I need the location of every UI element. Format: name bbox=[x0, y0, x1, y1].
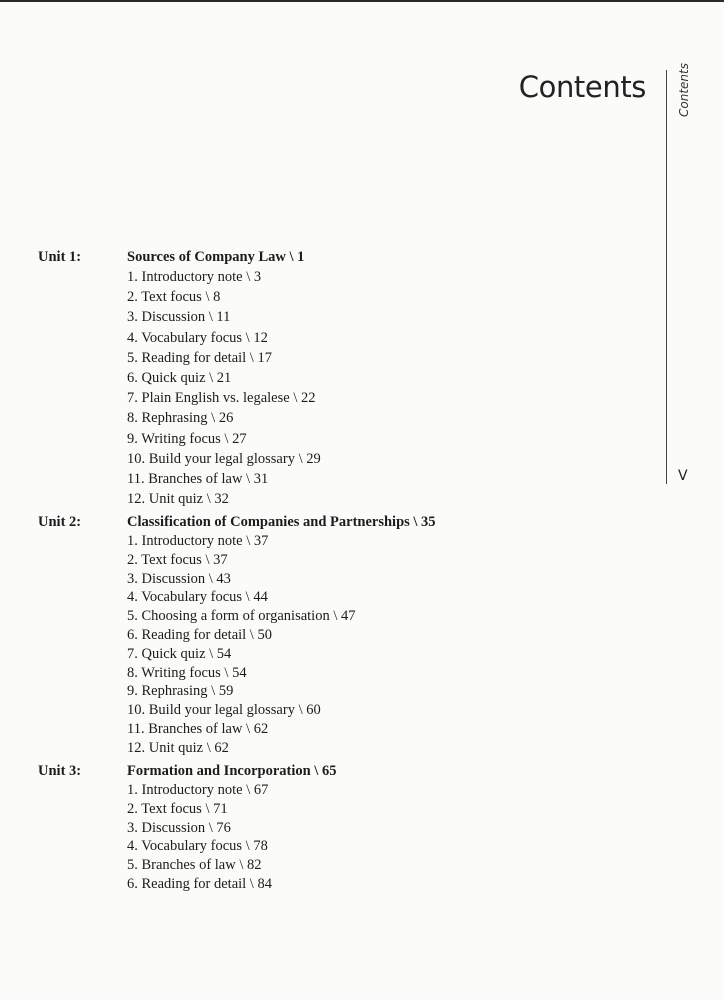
section-item: 12. Unit quiz \ 62 bbox=[127, 739, 229, 756]
side-running-header: Contents bbox=[677, 63, 691, 117]
section-item: 10. Build your legal glossary \ 60 bbox=[127, 702, 321, 719]
section-list bbox=[127, 267, 321, 509]
section-item: 5. Reading for detail \ 17 bbox=[127, 349, 272, 366]
section-item: 11. Branches of law \ 31 bbox=[127, 470, 269, 487]
section-item: 1. Introductory note \ 3 bbox=[127, 269, 262, 285]
section-item: 1. Introductory note \ 37 bbox=[127, 533, 269, 549]
section-item: 7. Plain English vs. legalese \ 22 bbox=[127, 390, 316, 407]
section-item: 7. Quick quiz \ 54 bbox=[127, 645, 232, 662]
section-item: 3. Discussion \ 43 bbox=[127, 570, 231, 587]
section-item: 6. Reading for detail \ 50 bbox=[127, 626, 272, 643]
section-item: 2. Text focus \ 71 bbox=[127, 800, 228, 817]
section-item: 9. Rephrasing \ 59 bbox=[127, 683, 234, 700]
section-item: 2. Text focus \ 8 bbox=[127, 289, 221, 306]
section-item: 11. Branches of law \ 62 bbox=[127, 720, 269, 737]
unit-label: Unit 2: bbox=[38, 514, 82, 530]
section-item: 3. Discussion \ 11 bbox=[127, 309, 231, 326]
section-item: 8. Writing focus \ 54 bbox=[127, 664, 247, 681]
section-item: 8. Rephrasing \ 26 bbox=[127, 410, 234, 427]
top-page-edge bbox=[0, 0, 724, 2]
section-item: 2. Text focus \ 37 bbox=[127, 551, 228, 568]
page-title: Contents bbox=[518, 70, 646, 104]
section-item: 5. Choosing a form of organisation \ 47 bbox=[127, 608, 356, 625]
unit-label: Unit 1: bbox=[38, 249, 82, 265]
unit-title: Formation and Incorporation \ 65 bbox=[127, 763, 337, 779]
section-item: 5. Branches of law \ 82 bbox=[127, 857, 262, 874]
section-item: 10. Build your legal glossary \ 29 bbox=[127, 450, 321, 467]
side-rule bbox=[666, 70, 667, 484]
unit-label: Unit 3: bbox=[38, 763, 82, 779]
section-item: 1. Introductory note \ 67 bbox=[127, 782, 269, 798]
section-list bbox=[127, 532, 356, 758]
page-number: V bbox=[678, 468, 688, 484]
section-item: 4. Vocabulary focus \ 12 bbox=[127, 329, 268, 346]
section-item: 12. Unit quiz \ 32 bbox=[127, 491, 229, 508]
unit-title: Sources of Company Law \ 1 bbox=[127, 249, 305, 265]
section-item: 6. Reading for detail \ 84 bbox=[127, 875, 272, 892]
unit-title: Classification of Companies and Partnerships \ 35 bbox=[127, 514, 436, 530]
section-item: 6. Quick quiz \ 21 bbox=[127, 369, 232, 386]
section-list bbox=[127, 781, 272, 894]
section-item: 9. Writing focus \ 27 bbox=[127, 430, 247, 447]
section-item: 3. Discussion \ 76 bbox=[127, 819, 231, 836]
section-item: 4. Vocabulary focus \ 44 bbox=[127, 589, 268, 606]
section-item: 4. Vocabulary focus \ 78 bbox=[127, 838, 268, 855]
